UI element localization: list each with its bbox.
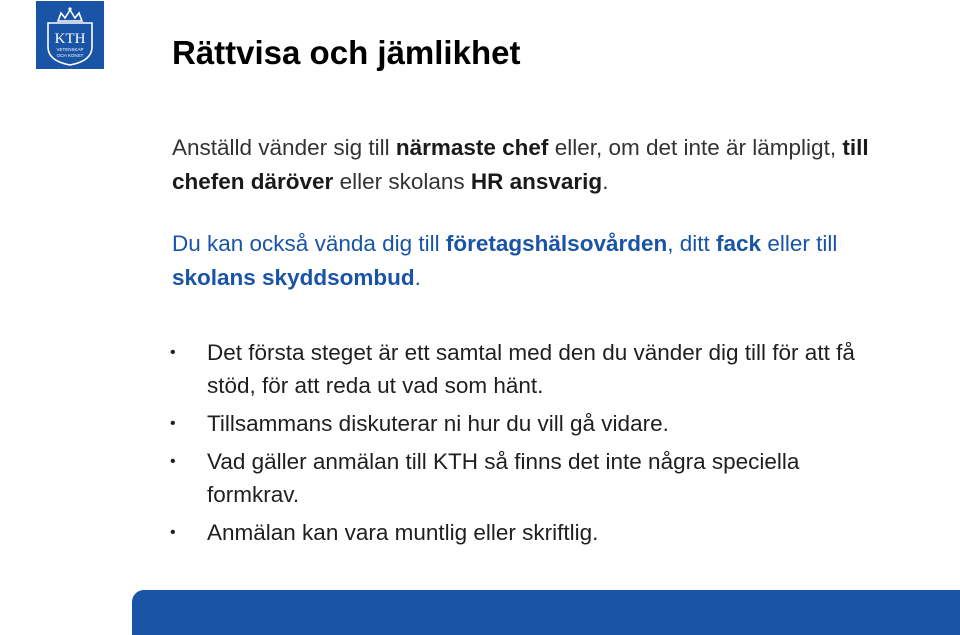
paragraph-contact-manager — [172, 131, 912, 199]
list-item — [170, 445, 890, 511]
run: eller till — [761, 231, 838, 256]
run: . — [602, 169, 609, 194]
footer-bar — [132, 590, 960, 635]
list-item — [170, 407, 890, 440]
run: eller skolans — [333, 169, 471, 194]
run-bold: till chefen däröver — [172, 135, 869, 194]
bullet-icon: • — [170, 453, 176, 470]
list-item-text: Det första steget är ett samtal med den du vänder dig till för att få stöd, för att reda ut vad som hänt. — [207, 340, 855, 398]
bullet-list — [170, 336, 890, 554]
bullet-icon: • — [170, 344, 176, 361]
paragraph-other-contacts — [172, 227, 912, 295]
list-item-text: Tillsammans diskuterar ni hur du vill gå vidare. — [207, 411, 669, 436]
logo-subtext-2: OCH KONST — [56, 53, 84, 58]
run-bold: HR ansvarig — [470, 169, 603, 194]
run-bold: företagshälsovården — [445, 231, 668, 256]
slide-title: Rättvisa och jämlikhet — [172, 34, 521, 71]
run-bold: fack — [716, 231, 762, 256]
run-bold: närmaste chef — [395, 135, 549, 160]
list-item — [170, 336, 890, 402]
bullet-icon: • — [170, 524, 176, 541]
list-item-text: Anmälan kan vara muntlig eller skriftlig. — [207, 520, 599, 545]
run: Anställd vänder sig till — [172, 135, 396, 160]
run: . — [414, 265, 421, 290]
run: eller, om det inte är lämpligt, — [548, 135, 843, 160]
bullet-icon: • — [170, 415, 176, 432]
run: , ditt — [667, 231, 717, 256]
list-item-text: Vad gäller anmälan till KTH så finns det inte några speciella formkrav. — [207, 449, 800, 507]
run: Du kan också vända dig till — [172, 231, 446, 256]
logo-text: KTH — [54, 31, 86, 47]
kth-logo — [36, 1, 104, 69]
logo-subtext-1: VETENSKAP — [56, 47, 84, 52]
run-bold: skolans skyddsombud — [172, 265, 415, 290]
list-item — [170, 516, 890, 549]
kth-crest-icon — [36, 1, 104, 69]
